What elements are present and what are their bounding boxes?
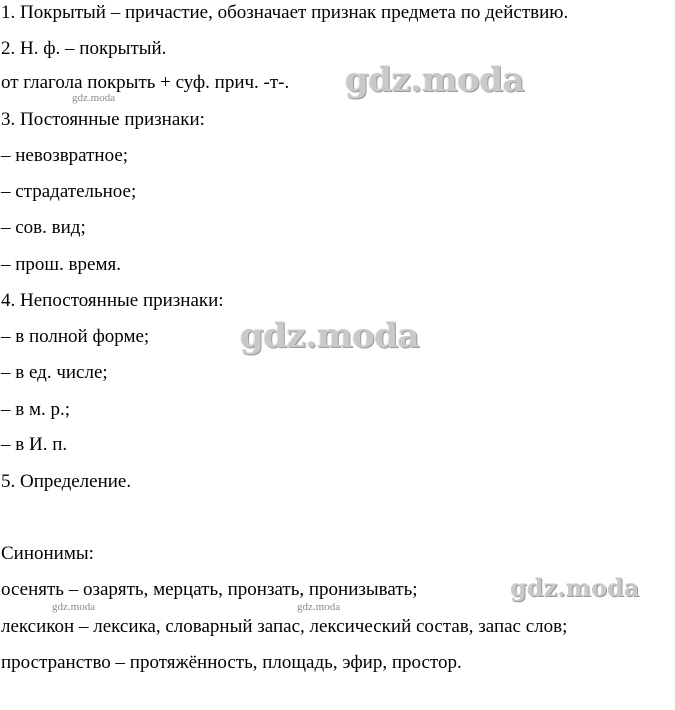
text-line-3: от глагола покрыть + суф. прич. -т-. bbox=[1, 72, 290, 93]
text-line-18: пространство – протяжённость, площадь, эфир, простор. bbox=[1, 652, 462, 673]
text-line-17: лексикон – лексика, словарный запас, лексический состав, запас слов; bbox=[1, 616, 568, 637]
text-line-2: 2. Н. ф. – покрытый. bbox=[1, 38, 167, 59]
watermark-logo: gdz.moda bbox=[510, 573, 640, 602]
watermark-small: gdz.moda bbox=[297, 601, 341, 613]
watermark-logo: gdz.moda bbox=[240, 316, 420, 356]
watermark-logo: gdz.moda bbox=[345, 60, 525, 100]
text-line-4: 3. Постоянные признаки: bbox=[1, 109, 205, 130]
text-line-9: 4. Непостоянные признаки: bbox=[1, 290, 224, 311]
text-line-12: – в м. р.; bbox=[1, 399, 71, 420]
watermark-small: gdz.moda bbox=[52, 601, 96, 613]
text-line-13: – в И. п. bbox=[1, 434, 68, 455]
text-line-15: Синонимы: bbox=[1, 543, 94, 564]
text-line-10: – в полной форме; bbox=[1, 326, 150, 347]
text-line-5: – невозвратное; bbox=[1, 145, 129, 166]
text-line-11: – в ед. числе; bbox=[1, 362, 108, 383]
text-line-7: – сов. вид; bbox=[1, 217, 86, 238]
text-line-8: – прош. время. bbox=[1, 254, 121, 275]
watermark-small: gdz.moda bbox=[72, 92, 116, 104]
text-line-16: осенять – озарять, мерцать, пронзать, пронизывать; bbox=[1, 579, 418, 600]
text-line-14: 5. Определение. bbox=[1, 471, 132, 492]
text-line-1: 1. Покрытый – причастие, обозначает признак предмета по действию. bbox=[1, 2, 569, 23]
text-line-6: – страдательное; bbox=[1, 181, 137, 202]
